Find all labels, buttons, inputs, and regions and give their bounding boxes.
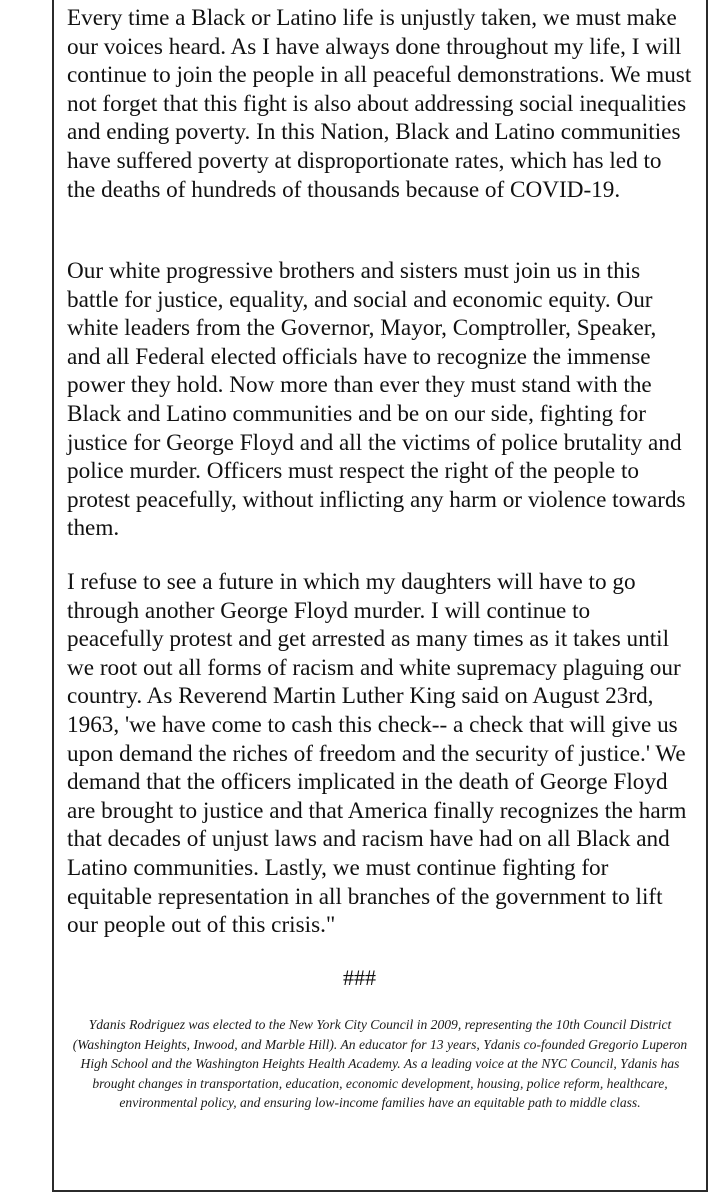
author-bio: Ydanis Rodriguez was elected to the New York City Council in 2009, representing the 10th Council District (Washington Heights, Inwood, and Marble Hill). An educator for 13 years, Ydanis co-founded Gregorio Luperon High School and the Washington Heights Health Academy. As a leading voice at the NYC Council, Ydanis has brought changes in transportation, education, economic development, housing, police reform, healthcare, environmental policy, and ensuring low-income families have an equitable path to middle class.: [72, 1017, 688, 1111]
end-of-statement-mark: ###: [343, 965, 376, 990]
statement-paragraph-2: Our white progressive brothers and sisters must join us in this battle for justice, equality, and social and economic equity. Our white leaders from the Governor, Mayor, Comptroller, Speaker, and all Federal elected officials have to recognize the immense power they hold. Now more than ever they must stand with the Black and Latino communities and be on our side, fighting for justice for George Floyd and all the victims of police brutality and police murder. Officers must respect the right of the people to protest peacefully, without inflicting any harm or violence towards them.: [67, 258, 686, 542]
statement-paragraph-1: Every time a Black or Latino life is unjustly taken, we must make our voices heard. As I have always done throughout my life, I will continue to join the people in all peaceful demonstrations. We must not forget that this fight is also about addressing social inequalities and ending poverty. In this Nation, Black and Latino communities have suffered poverty at disproportionate rates, which has led to the deaths of hundreds of thousands because of COVID-19.: [67, 5, 692, 203]
statement-paragraph-3: I refuse to see a future in which my daughters will have to go through another George Floyd murder. I will continue to peacefully protest and get arrested as many times as it takes until we root out all forms of racism and white supremacy plaguing our country. As Reverend Martin Luther King said on August 23rd, 1963, 'we have come to cash this check-- a check that will give us upon demand the riches of freedom and the security of justice.' We demand that the officers implicated in the death of George Floyd are brought to justice and that America finally recognizes the harm that decades of unjust laws and racism have had on all Black and Latino communities. Lastly, we must continue fighting for equitable representation in all branches of the government to lift our people out of this crisis.": [67, 569, 687, 939]
